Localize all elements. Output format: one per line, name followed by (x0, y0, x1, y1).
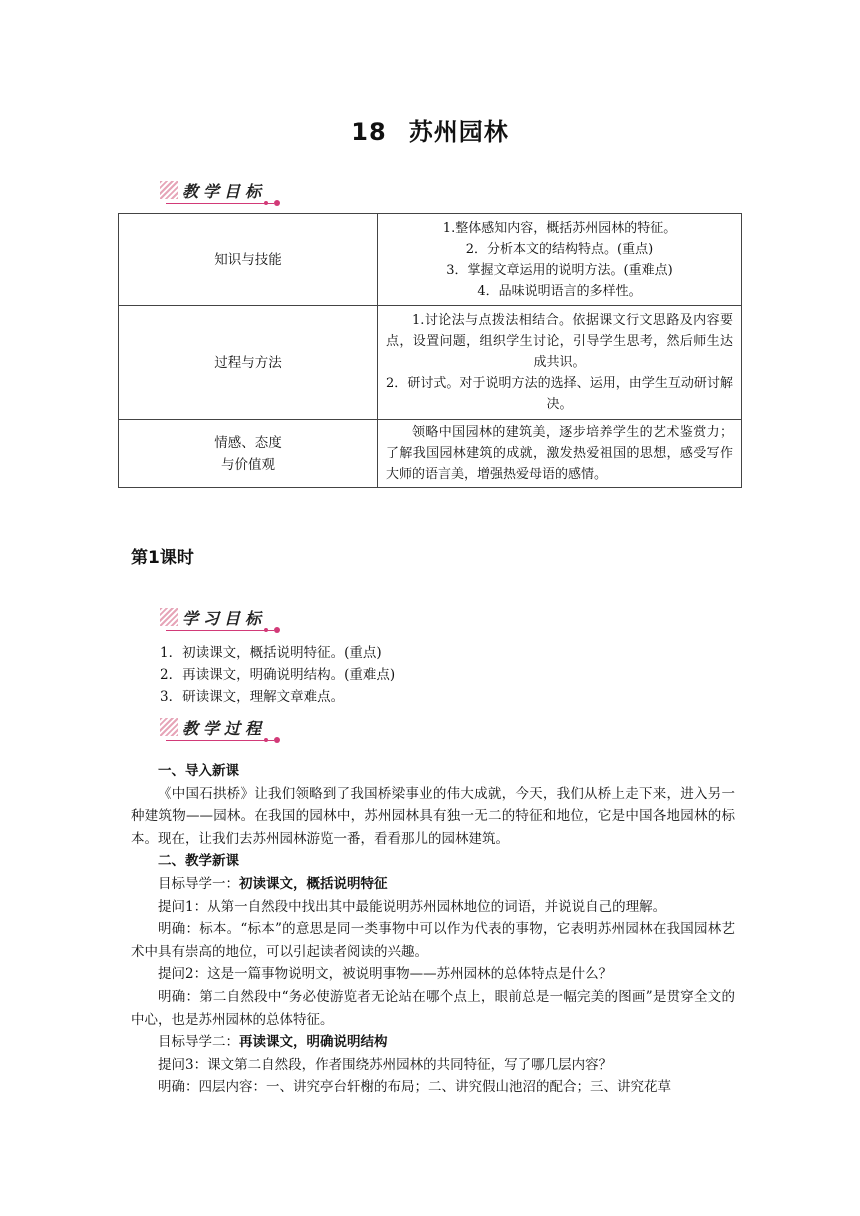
lesson-title: 第1课时 (131, 548, 194, 568)
table-row (119, 214, 742, 306)
subsection-heading (131, 1031, 735, 1054)
banner-dot-icon (264, 201, 268, 205)
page-title (0, 112, 860, 147)
banner-underline (166, 630, 274, 631)
section-heading: 一、导入新课 (158, 763, 239, 779)
table-value-cell (378, 214, 742, 306)
table-key-cell: 过程与方法 (119, 306, 378, 420)
list-item: 2．再读课文，明确说明结构。(重难点) (160, 667, 396, 683)
table-line: 领略中国园林的建筑美，逐步培养学生的艺术鉴赏力；了解我国园林建筑的成就，激发热爱祖国的思想，感受写作大师的语言美，增强热爱母语的感情。 (386, 425, 733, 482)
banner-teaching-process (160, 716, 284, 744)
paragraph: 提问2：这是一篇事物说明文，被说明事物——苏州园林的总体特点是什么？ (158, 966, 613, 983)
goals-table (118, 213, 742, 488)
banner-stripe-icon (160, 718, 178, 736)
paragraph: 明确：标本。“标本”的意思是同一类事物中可以作为代表的事物，它表明苏州园林在我国园林艺术中具有崇高的地位，可以引起读者阅读的兴趣。 (131, 921, 735, 960)
lesson-number: 18 (351, 118, 387, 146)
banner-underline (166, 203, 274, 204)
banner-dot-icon (264, 738, 268, 742)
banner-label: 学习目标 (182, 609, 267, 628)
banner-dot-icon (264, 628, 268, 632)
paragraph: 明确：第二自然段中“务必使游览者无论站在哪个点上，眼前总是一幅完美的图画”是贯穿全文的中心，也是苏州园林的总体特征。 (131, 988, 735, 1028)
paragraph: 提问3：课文第二自然段，作者围绕苏州园林的共同特征，写了哪几层内容？ (158, 1056, 613, 1073)
subsection-prefix: 目标导学二： (158, 1034, 239, 1051)
process-body (131, 760, 735, 1099)
banner-dot-icon (274, 200, 280, 206)
table-value-cell (378, 306, 742, 420)
objectives-list (160, 642, 395, 708)
list-item: 1．初读课文，概括说明特征。(重点) (160, 645, 382, 661)
banner-dot-icon (274, 627, 280, 633)
banner-label: 教学目标 (182, 182, 267, 201)
subsection-title: 初读课文，概括说明特征 (239, 875, 388, 892)
paragraph: 《中国石拱桥》让我们领略到了我国桥梁事业的伟大成就，今天，我们从桥上走下来，进入另一种建筑物——园林。在我国的园林中，苏州园林具有独一无二的特征和地位，它是中国各地园林的标本。现在，让我们去苏州园林游览一番，看看那儿的园林建筑。 (131, 785, 735, 847)
table-line: 1.整体感知内容，概括苏州园林的特征。 (442, 220, 677, 236)
table-key-cell (119, 420, 378, 488)
lesson-name: 苏州园林 (408, 118, 509, 146)
section-heading: 二、教学新课 (158, 853, 239, 870)
paragraph: 提问1：从第一自然段中找出其中最能说明苏州园林地位的词语，并说说自己的理解。 (158, 898, 667, 915)
table-line: 2．分析本文的结构特点。(重点) (465, 241, 654, 257)
table-key-cell: 知识与技能 (119, 214, 378, 306)
table-line: 4．品味说明语言的多样性。 (477, 283, 642, 299)
table-key-line: 情感、态度 (214, 434, 282, 451)
banner-dot-icon (274, 737, 280, 743)
banner-underline (166, 740, 274, 741)
banner-stripe-icon (160, 608, 178, 626)
paragraph: 明确：四层内容：一、讲究亭台轩榭的布局；二、讲究假山池沼的配合；三、讲究花草 (158, 1079, 671, 1096)
subsection-heading (131, 873, 735, 896)
table-row (119, 306, 742, 420)
table-row (119, 420, 742, 488)
table-line: 3．掌握文章运用的说明方法。(重难点) (446, 262, 673, 278)
table-line: 2．研讨式。对于说明方法的选择、运用，由学生互动研讨解决。 (386, 376, 733, 412)
banner-teaching-goals (160, 179, 284, 207)
table-value-cell (378, 420, 742, 488)
banner-learning-goals (160, 606, 284, 634)
banner-stripe-icon (160, 181, 178, 199)
subsection-title: 再读课文，明确说明结构 (239, 1034, 388, 1051)
list-item: 3．研读课文，理解文章难点。 (160, 689, 345, 705)
table-line: 1.讨论法与点拨法相结合。依据课文行文思路及内容要点，设置问题，组织学生讨论，引导学生思考，然后师生达成共识。 (386, 313, 733, 370)
banner-label: 教学过程 (182, 719, 267, 738)
table-key-line: 与价值观 (221, 456, 275, 473)
subsection-prefix: 目标导学一： (158, 875, 239, 892)
